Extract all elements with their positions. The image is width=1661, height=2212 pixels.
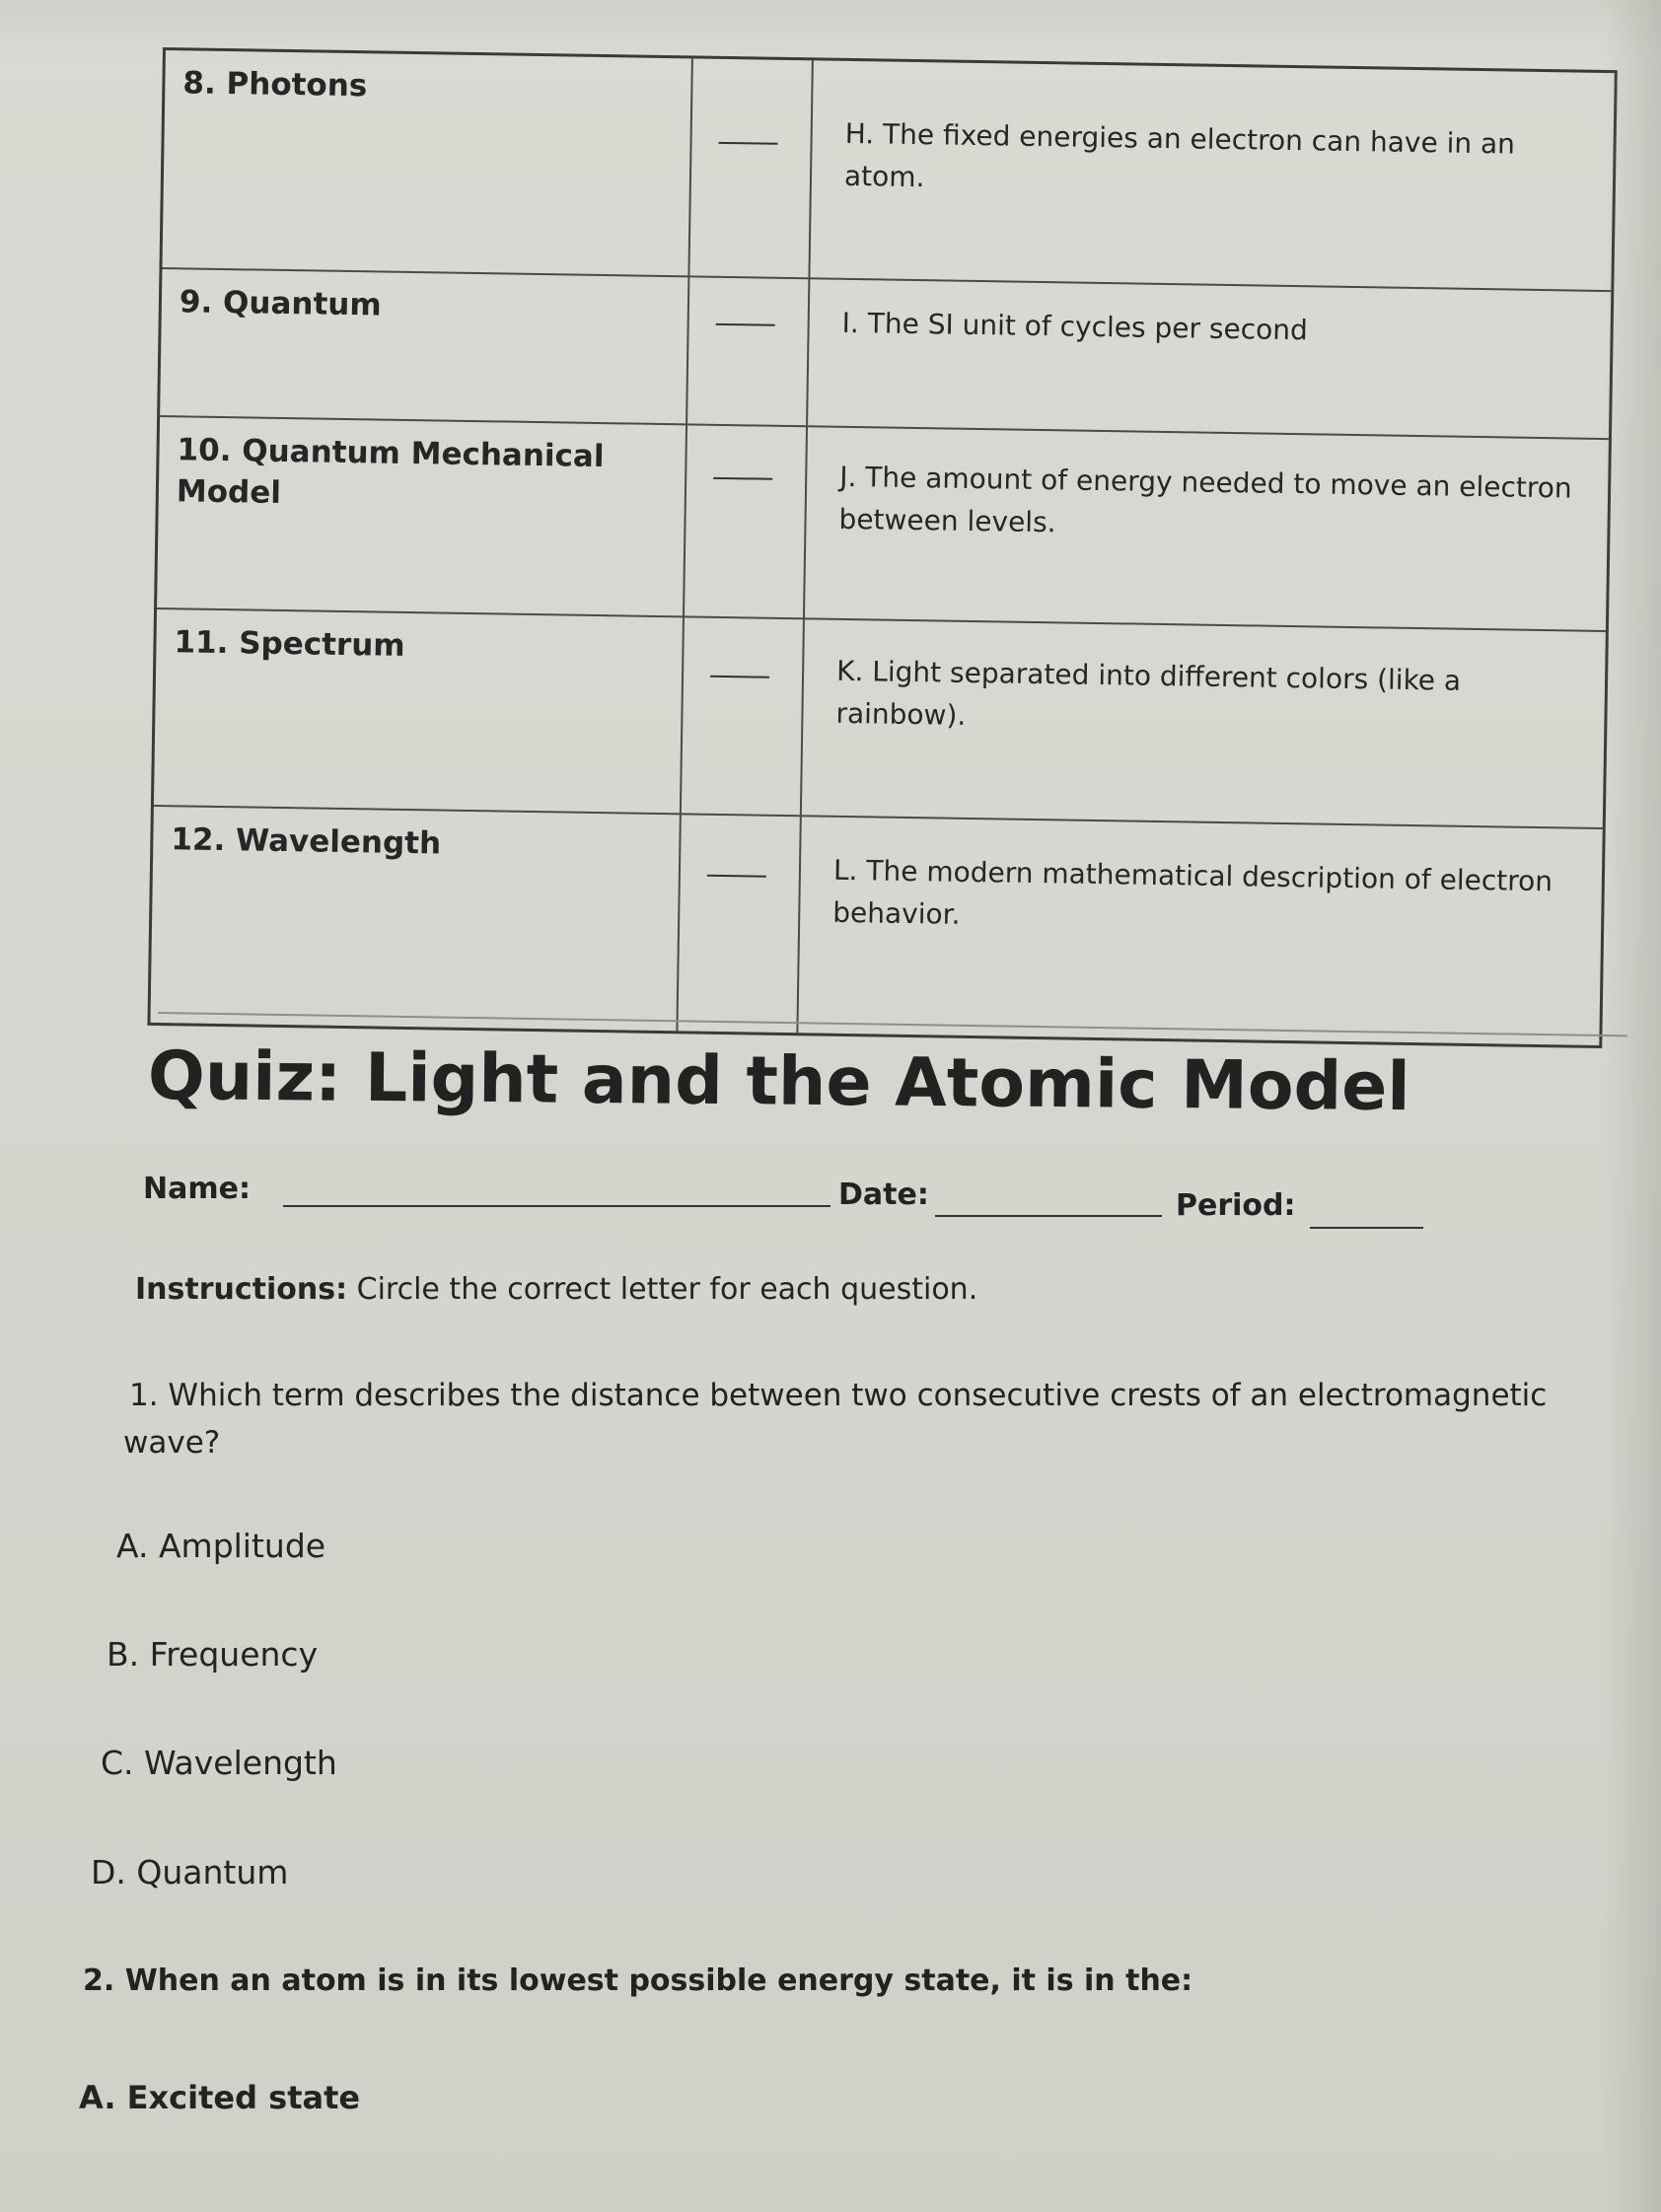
answer-blank-8[interactable] [719, 142, 778, 145]
question-1-option-b[interactable]: B. Frequency [107, 1635, 319, 1674]
term-quantum: 9. Quantum [179, 284, 382, 323]
answer-blank-11[interactable] [710, 676, 769, 678]
question-1-option-c[interactable]: C. Wavelength [101, 1744, 337, 1782]
term-wavelength: 12. Wavelength [171, 821, 442, 862]
date-label: Date: [838, 1177, 929, 1212]
definition-k: K. Light separated into different colors (like a rainbow). [835, 654, 1462, 732]
question-1-option-a[interactable]: A. Amplitude [116, 1527, 326, 1565]
term-spectrum: 11. Spectrum [174, 624, 405, 664]
name-label: Name: [143, 1172, 251, 1206]
matching-table [147, 47, 1617, 1048]
definition-l: L. The modern mathematical description of electron behavior. [832, 853, 1553, 931]
table-row [162, 50, 1614, 292]
answer-blank-9[interactable] [716, 323, 775, 326]
name-field[interactable] [283, 1205, 830, 1207]
definition-i: I. The SI unit of cycles per second [841, 306, 1309, 347]
table-row [157, 417, 1609, 632]
table-row [154, 609, 1606, 829]
instructions [135, 1272, 977, 1307]
question-2: 2. When an atom is in its lowest possible energy state, it is in the: [83, 1963, 1193, 1998]
table-row [160, 269, 1611, 440]
term-quantum-mechanical-model: 10. Quantum Mechanical Model [176, 432, 605, 511]
instructions-text: Circle the correct letter for each question. [347, 1272, 978, 1307]
answer-blank-12[interactable] [707, 875, 766, 878]
date-field[interactable] [935, 1215, 1162, 1217]
period-label: Period: [1176, 1188, 1296, 1223]
definition-j: J. The amount of energy needed to move an electron between levels. [838, 460, 1572, 539]
period-field[interactable] [1310, 1227, 1423, 1229]
answer-blank-10[interactable] [713, 477, 772, 480]
quiz-title: Quiz: Light and the Atomic Model [147, 1037, 1411, 1127]
term-photons: 8. Photons [182, 65, 368, 105]
table-row [150, 807, 1602, 1048]
question-2-option-a[interactable]: A. Excited state [79, 2079, 361, 2116]
instructions-label: Instructions: [135, 1272, 348, 1307]
question-1: 1. Which term describes the distance between two consecutive crests of an electromagnetic wave? [123, 1378, 1548, 1461]
question-1-option-d[interactable]: D. Quantum [91, 1853, 289, 1891]
definition-h: H. The fixed energies an electron can have in an atom. [843, 116, 1516, 194]
